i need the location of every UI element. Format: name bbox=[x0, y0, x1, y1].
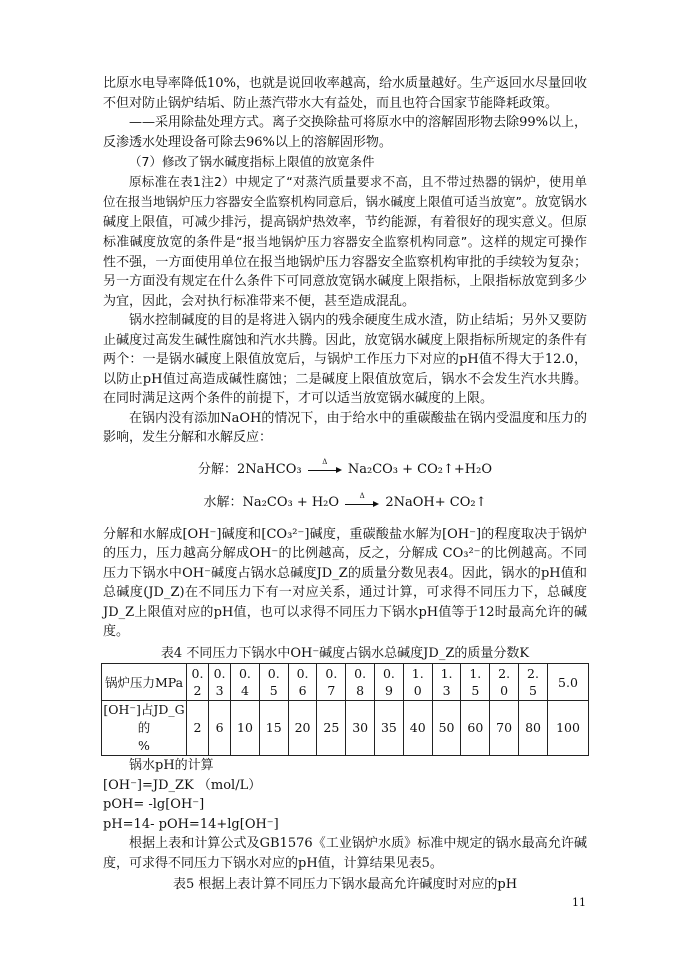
paragraph-original-standard bbox=[103, 172, 587, 312]
pressure-cell: 1. 5 bbox=[461, 664, 490, 701]
paragraph-text: 。这样的规定可操作性不强，一方面使用单位在报当地锅炉压力容器安全监察机构审批的手续较为复杂；另一方面没有规定在什么条件下可同意放宽锅水碱度上限指标，上限指标放宽到多少为宜，因此，会对执行标准带来不便，甚至造成混乱。 bbox=[103, 235, 587, 309]
pressure-cell: 0. 3 bbox=[209, 664, 231, 701]
pressure-cell: 0. 8 bbox=[346, 664, 375, 701]
pressure-cell: 0. 2 bbox=[187, 664, 209, 701]
table4 bbox=[101, 663, 589, 756]
heat-symbol: Δ bbox=[359, 491, 365, 500]
pressure-cell: 2. 5 bbox=[519, 664, 548, 701]
formula-ph: pH=14- pOH=14+lg[OH⁻] bbox=[103, 816, 279, 832]
value-cell: 25 bbox=[317, 701, 346, 756]
equation-label: 水解： bbox=[203, 495, 243, 510]
paragraph-hydroxide-ratio: 分解和水解成[OH⁻]碱度和[CO₃²⁻]碱度，重碳酸盐水解为[OH⁻]的程度取决于锅炉的压力，压力越高分解成OH⁻的比例越高，反之，分解成 CO₃²⁻的比例越高。不同压力下锅水中OH⁻碱度占锅水总碱度JD_Z的质量分数见表4。因此，锅水的pH值和总碱度(JD_Z)在不同压力下有一对应关系，通过计算，可求得不同压力下，总碱度JD_Z上限值对应的pH值，也可以求得不同压力下锅水pH值等于12时最高允许的碱度。 bbox=[103, 526, 587, 639]
value-cell: 40 bbox=[403, 701, 432, 756]
equation-reactant: 2NaHCO₃ bbox=[237, 461, 302, 477]
pressure-cell: 0. 7 bbox=[317, 664, 346, 701]
table-header-hydroxide: [OH⁻]占JD_G 的 % bbox=[102, 701, 187, 756]
pressure-cell: 1. 0 bbox=[403, 664, 432, 701]
value-cell: 100 bbox=[548, 701, 589, 756]
equation-reactant: Na₂CO₃ + H₂O bbox=[242, 495, 340, 510]
paragraph-alkalinity-control: 锅水控制碱度的目的是将进入锅内的残余硬度生成水渣，防止结垢；另外又要防止碱度过高发生碱性腐蚀和汽水共腾。因此，放宽锅水碱度上限指标所规定的条件有两个：一是锅水碱度上限值放宽后，与锅炉工作压力下对应的pH值不得大于12.0，以防止pH值过高造成碱性腐蚀；二是碱度上限值放宽后，锅水不会发生汽水共腾。在同时满足这两个条件的前提下，才可以适当放宽锅水碱度的上限。 bbox=[103, 313, 587, 406]
value-cell: 2 bbox=[187, 701, 209, 756]
value-cell: 70 bbox=[490, 701, 519, 756]
formula-poh: pOH= -lg[OH⁻] bbox=[103, 797, 205, 812]
section-heading-7: （7）修改了锅水碱度指标上限值的放宽条件 bbox=[129, 154, 375, 169]
paragraph-recovery: 比原水电导率降低10%，也就是说回收率越高，给水质量越好。生产返回水尽量回收不但对防止锅炉结垢、防止蒸汽带水大有益处，而且也符合国家节能降耗政策。 bbox=[103, 76, 587, 111]
equation-product: 2NaOH+ CO₂↑ bbox=[385, 495, 487, 510]
value-cell: 6 bbox=[209, 701, 231, 756]
reaction-arrow bbox=[308, 458, 342, 474]
pressure-cell: 0. 9 bbox=[375, 664, 404, 701]
ph-calc-title: 锅水pH的计算 bbox=[129, 758, 214, 773]
page-number: 11 bbox=[572, 896, 586, 909]
paragraph-desalination: ——采用除盐处理方式。离子交换除盐可将原水中的溶解固形物去除99%以上，反渗透水处理设备可除去96%以上的溶解固形物。 bbox=[103, 115, 587, 150]
quoted-standard-text: 原标准在表1注2）中规定了“对蒸汽质量要求不高，且不带过热器的锅炉，使用单位在报当地锅炉压力容器安全监察机构同意后，锅水碱度上限值可适当放宽” bbox=[103, 173, 587, 209]
value-cell: 15 bbox=[259, 701, 288, 756]
value-cell: 10 bbox=[231, 701, 260, 756]
pressure-cell: 0. 6 bbox=[288, 664, 317, 701]
table-row-hydroxide bbox=[102, 701, 589, 756]
pressure-cell: 0. 4 bbox=[231, 664, 260, 701]
pressure-cell: 1. 3 bbox=[432, 664, 461, 701]
equation-product: Na₂CO₃ + CO₂↑+H₂O bbox=[347, 461, 492, 477]
paragraph-text: 。放宽锅水碱度上限值，可减少排污，提高锅炉热效率，节约能源，有着很好的现实意义。但原标准碱度放宽的条件是 bbox=[103, 195, 587, 250]
formula-hydroxide: [OH⁻]=JD_ZK （mol/L） bbox=[103, 777, 262, 793]
table-header-pressure: 锅炉压力MPa bbox=[102, 664, 187, 701]
heat-symbol: Δ bbox=[322, 458, 328, 466]
value-cell: 60 bbox=[461, 701, 490, 756]
value-cell: 20 bbox=[288, 701, 317, 756]
value-cell: 35 bbox=[375, 701, 404, 756]
reaction-arrow bbox=[345, 491, 379, 508]
value-cell: 50 bbox=[432, 701, 461, 756]
paragraph-bicarbonate: 在锅内没有添加NaOH的情况下，由于给水中的重碳酸盐在锅内受温度和压力的影响，发生分解和水解反应： bbox=[103, 410, 587, 445]
page-content bbox=[103, 74, 587, 895]
pressure-cell: 0. 5 bbox=[259, 664, 288, 701]
table5-caption: 表5 根据上表计算不同压力下锅水最高允许碱度时对应的pH bbox=[172, 877, 518, 892]
value-cell: 30 bbox=[346, 701, 375, 756]
quoted-condition-text: “报当地锅炉压力容器安全监察机构同意” bbox=[236, 234, 468, 249]
paragraph-table5-intro: 根据上表和计算公式及GB1576《工业锅炉水质》标准中规定的锅水最高允许碱度，可求得不同压力下锅水对应的pH值，计算结果见表5。 bbox=[103, 836, 587, 871]
pressure-cell: 5.0 bbox=[548, 664, 589, 701]
pressure-cell: 2. 0 bbox=[490, 664, 519, 701]
table4-caption: 表4 不同压力下锅水中OH⁻碱度占锅水总碱度JD_Z的质量分数K bbox=[160, 645, 530, 661]
value-cell: 80 bbox=[519, 701, 548, 756]
decomposition-equation bbox=[103, 460, 587, 480]
hydrolysis-equation bbox=[103, 493, 587, 513]
equation-label: 分解： bbox=[198, 461, 238, 477]
table-row-pressure bbox=[102, 664, 589, 701]
